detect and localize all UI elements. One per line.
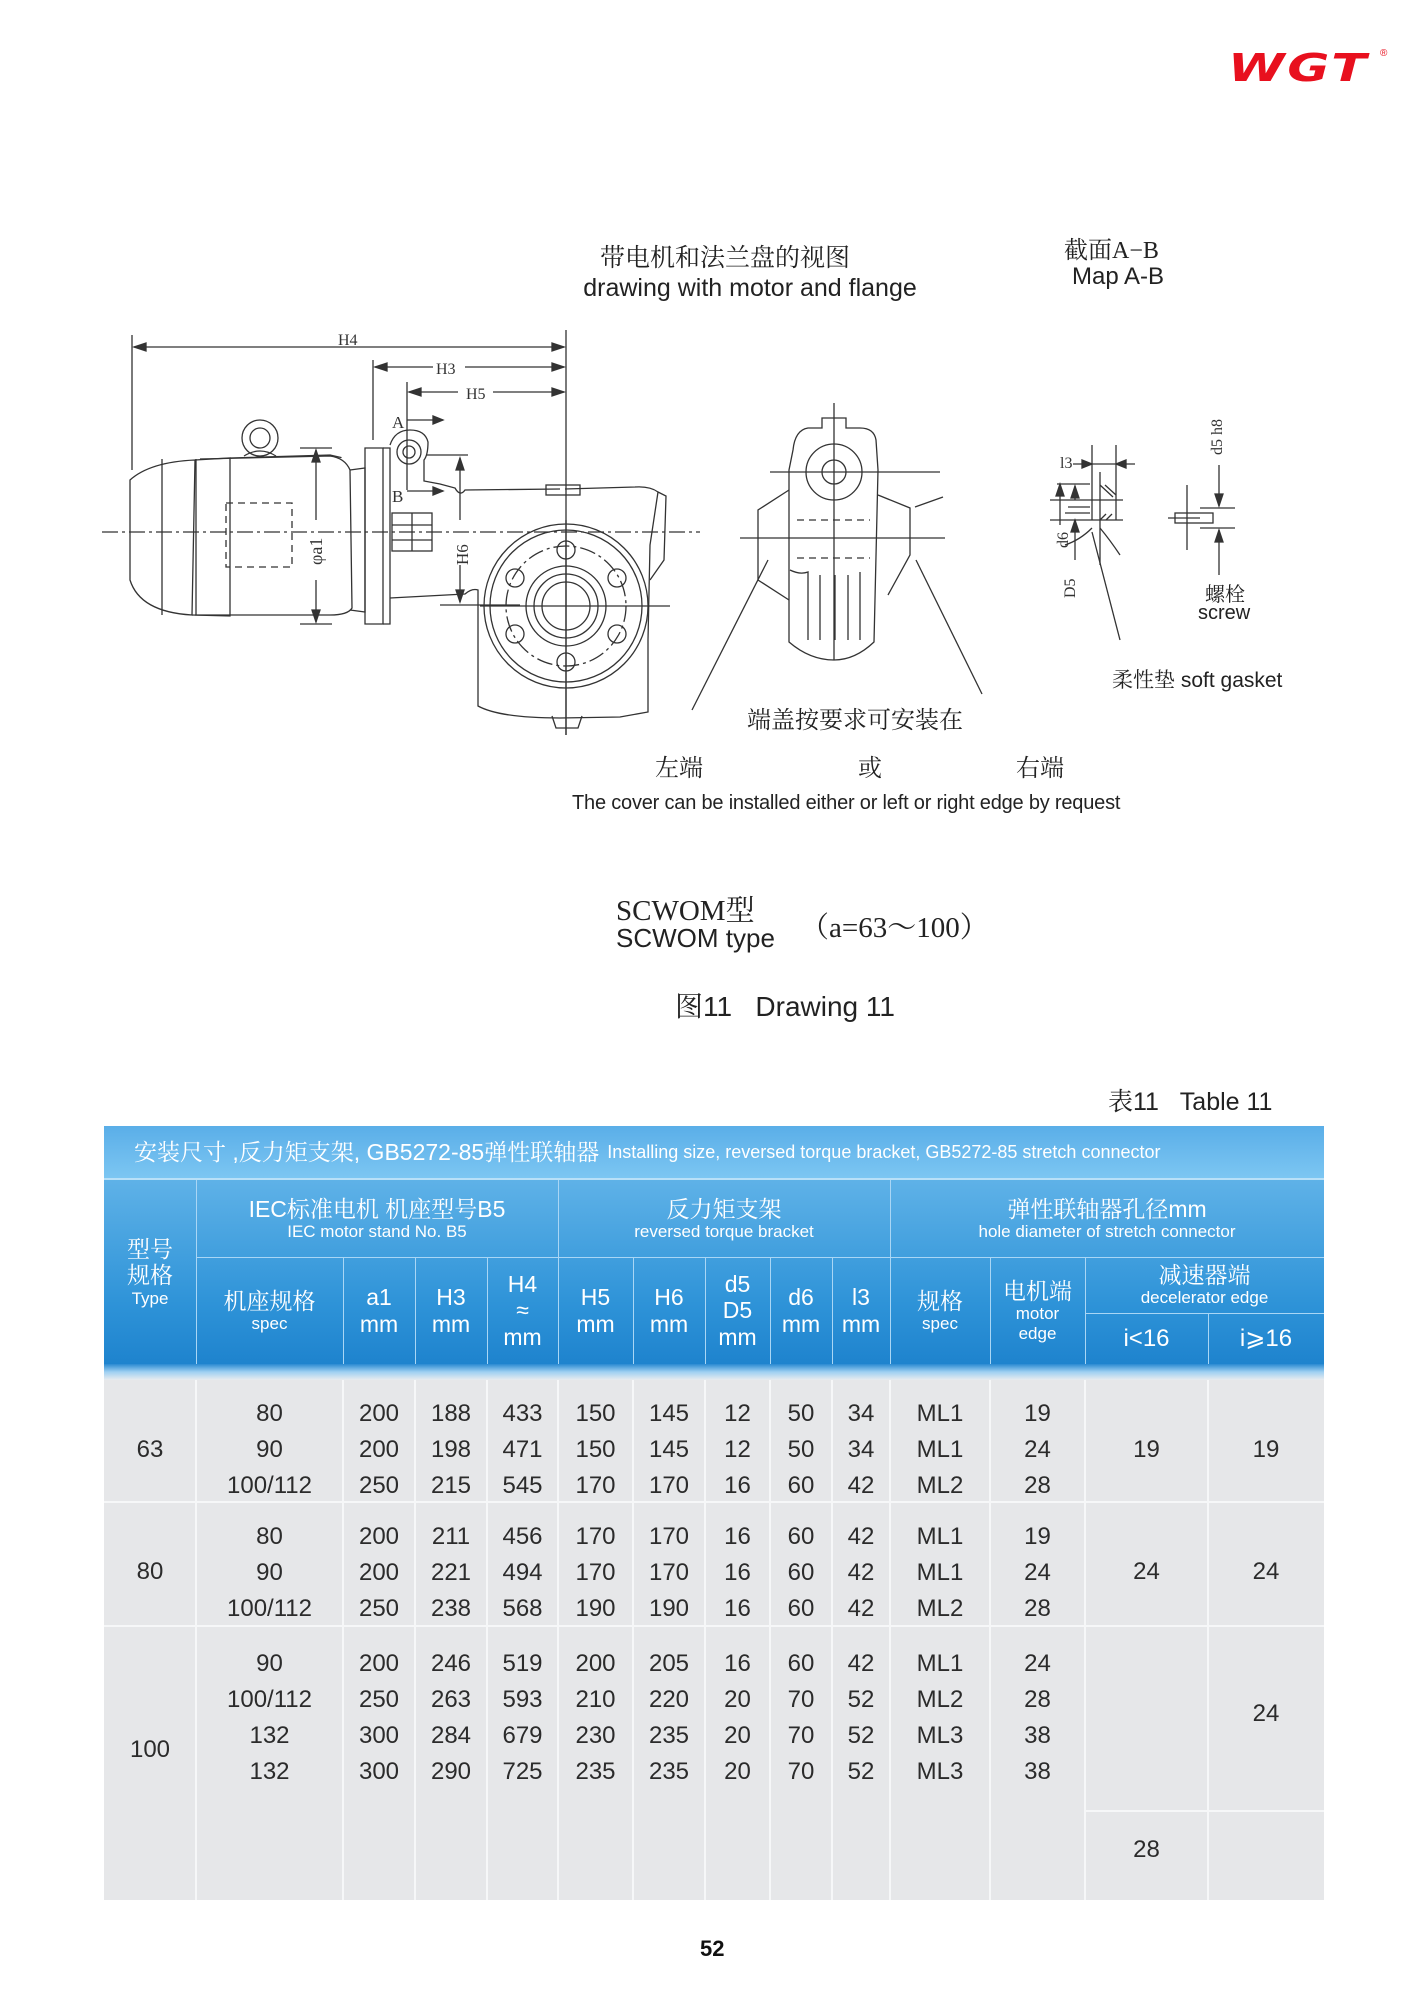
h6-cell: 170	[648, 1523, 690, 1550]
h6-cell: 145	[648, 1400, 690, 1427]
coupling-spec-cell: ML3	[916, 1758, 964, 1785]
header-l3-unit: mm	[841, 1310, 881, 1337]
i-ge-16-cell: 24	[1252, 1558, 1280, 1585]
header-type-cn1: 型号	[127, 1235, 173, 1262]
table-caption: 表11 Table 11	[1108, 1088, 1273, 1116]
i-lt-16-cell: 28	[1133, 1836, 1160, 1863]
h6-cell: 235	[648, 1758, 690, 1785]
or-label: 或	[858, 756, 882, 782]
d5-cell: 20	[724, 1758, 751, 1785]
header-spec-en: spec	[251, 1313, 288, 1333]
registered-mark: ®	[1380, 48, 1388, 59]
right-end-label: 右端	[1016, 756, 1064, 782]
header-h6-label: H6	[654, 1284, 684, 1311]
h3-cell: 284	[430, 1722, 472, 1749]
header-a1-label: a1	[366, 1284, 392, 1311]
coupling-spec-cell: ML1	[916, 1559, 964, 1586]
dim-label-d5h8: d5 h8	[1209, 419, 1226, 455]
dim-label-d6: d6	[1055, 532, 1072, 548]
header-bracket-cn: 反力矩支架	[666, 1195, 782, 1222]
section-title-en: Map A-B	[1072, 263, 1165, 290]
l3-cell: 34	[847, 1400, 875, 1427]
spec-cell: 80	[256, 1400, 283, 1427]
h5-cell: 170	[575, 1472, 616, 1499]
a1-cell: 200	[358, 1650, 400, 1677]
motor-edge-cell: 19	[1024, 1523, 1051, 1550]
motor-edge-cell: 24	[1024, 1436, 1051, 1463]
spec-cell: 132	[249, 1722, 290, 1749]
dim-label-a: A	[392, 413, 405, 432]
size-range: （a=63～100）	[800, 912, 989, 944]
coupling-spec-cell: ML2	[916, 1595, 964, 1622]
d6-cell: 60	[787, 1472, 815, 1499]
header-bracket	[558, 1180, 890, 1257]
cover-note-en: The cover can be installed either or left or right edge by request	[572, 792, 1121, 814]
header-iec-cn: IEC标准电机 机座型号B5	[248, 1195, 506, 1222]
spec-cell: 80	[256, 1523, 283, 1550]
header-h6	[633, 1257, 705, 1364]
h4-cell: 679	[502, 1722, 543, 1749]
header-h4	[487, 1257, 558, 1364]
header-motor-edge	[990, 1257, 1085, 1364]
a1-cell: 300	[358, 1758, 400, 1785]
spec-cell: 100/112	[227, 1472, 312, 1499]
table-body	[104, 1380, 1324, 1900]
type-cell: 80	[136, 1558, 164, 1585]
drawing-title-cn: 带电机和法兰盘的视图	[599, 245, 850, 272]
coupling-spec-cell: ML1	[916, 1523, 964, 1550]
h5-cell: 170	[575, 1523, 616, 1550]
header-d5-label: d5	[724, 1270, 751, 1297]
header-coupling	[890, 1180, 1324, 1257]
h5-cell: 150	[575, 1436, 616, 1463]
d5-cell: 16	[724, 1472, 751, 1499]
i-ge-16-cell: 19	[1252, 1436, 1280, 1463]
d5-cell: 16	[724, 1595, 751, 1622]
spec-cell: 132	[249, 1758, 290, 1785]
header-coupling-en: hole diameter of stretch connector	[978, 1221, 1236, 1241]
motor-edge-cell: 28	[1024, 1595, 1051, 1622]
motor-edge-cell: 24	[1024, 1559, 1051, 1586]
header-a1	[343, 1257, 415, 1364]
header-h5-unit: mm	[576, 1310, 615, 1337]
header-motor-cn: 电机端	[1003, 1277, 1072, 1304]
h3-cell: 215	[430, 1472, 472, 1499]
i-lt-16-cell: 24	[1133, 1558, 1160, 1585]
drawing-title-en: drawing with motor and flange	[583, 274, 917, 302]
table-title	[134, 1126, 1161, 1178]
header-h3-label: H3	[436, 1284, 466, 1311]
h3-cell: 211	[431, 1523, 471, 1550]
header-h4-label: H4	[507, 1270, 538, 1297]
h5-cell: 190	[575, 1595, 616, 1622]
a1-cell: 250	[358, 1472, 400, 1499]
header-d5	[705, 1257, 770, 1364]
header-motor-en1: motor	[1015, 1304, 1060, 1324]
header-coupling-spec-en: spec	[922, 1313, 958, 1333]
type-cell: 63	[136, 1436, 164, 1463]
header-d6-unit: mm	[781, 1310, 821, 1337]
i-lt-16-cell: 19	[1133, 1436, 1160, 1463]
header-h4-unit: mm	[503, 1323, 542, 1350]
screw-label-cn: 螺栓	[1205, 584, 1245, 606]
header-a1-unit: mm	[359, 1310, 399, 1337]
d5-cell: 20	[724, 1722, 751, 1749]
l3-cell: 52	[847, 1722, 875, 1749]
coupling-spec-cell: ML1	[916, 1436, 964, 1463]
d5-cell: 16	[724, 1650, 751, 1677]
motor-edge-cell: 38	[1024, 1758, 1051, 1785]
h6-cell: 190	[648, 1595, 690, 1622]
d5-cell: 16	[724, 1523, 751, 1550]
left-end-label: 左端	[655, 756, 703, 782]
cover-note-cn: 端盖按要求可安装在	[747, 708, 963, 734]
header-motor-en2: edge	[1018, 1323, 1057, 1343]
a1-cell: 200	[358, 1400, 400, 1427]
group-divider	[104, 1625, 1324, 1627]
l3-cell: 42	[847, 1523, 875, 1550]
header-coupling-spec-cn: 规格	[917, 1287, 963, 1314]
d5-cell: 20	[724, 1686, 751, 1713]
header-band	[104, 1364, 1324, 1380]
l3-cell: 52	[847, 1686, 875, 1713]
d5-cell: 12	[724, 1400, 751, 1427]
header-d6-label: d6	[788, 1284, 814, 1311]
h3-cell: 221	[430, 1559, 472, 1586]
header-h6-unit: mm	[649, 1310, 689, 1337]
motor-edge-cell: 24	[1024, 1650, 1051, 1677]
h6-cell: 170	[648, 1472, 690, 1499]
h5-cell: 150	[575, 1400, 616, 1427]
header-coupling-spec	[890, 1257, 990, 1364]
h5-cell: 235	[575, 1758, 616, 1785]
coupling-spec-cell: ML2	[916, 1686, 964, 1713]
header-type	[104, 1180, 196, 1364]
spec-cell: 90	[256, 1559, 283, 1586]
header-l3-label: l3	[852, 1284, 870, 1311]
header-spec	[196, 1257, 343, 1364]
l3-cell: 42	[847, 1559, 875, 1586]
motor-edge-cell: 19	[1024, 1400, 1051, 1427]
header-D5-label: D5	[722, 1297, 753, 1324]
l3-cell: 42	[847, 1472, 875, 1499]
technical-drawing	[0, 0, 1427, 820]
h3-cell: 246	[430, 1650, 472, 1677]
h6-cell: 205	[648, 1650, 690, 1677]
d6-cell: 70	[787, 1686, 815, 1713]
header-iec	[196, 1180, 558, 1257]
dimensions-table	[104, 1126, 1324, 1900]
l3-cell: 52	[847, 1758, 875, 1785]
a1-cell: 200	[358, 1436, 400, 1463]
l3-cell: 34	[847, 1436, 875, 1463]
h4-cell: 494	[502, 1559, 543, 1586]
gasket-label: 柔性垫 soft gasket	[1112, 669, 1283, 692]
h6-cell: 170	[648, 1559, 690, 1586]
h4-cell: 725	[502, 1758, 543, 1785]
l3-cell: 42	[847, 1650, 875, 1677]
header-spec-cn: 机座规格	[223, 1287, 316, 1314]
header-d5-unit: mm	[718, 1323, 757, 1350]
spec-cell: 90	[256, 1650, 283, 1677]
spec-cell: 100/112	[227, 1595, 312, 1622]
dim-label-D5: D5	[1062, 578, 1079, 598]
h4-cell: 568	[502, 1595, 543, 1622]
spec-cell: 90	[256, 1436, 283, 1463]
header-decel-en: decelerator edge	[1140, 1288, 1269, 1308]
header-decel-cn: 减速器端	[1158, 1262, 1251, 1288]
header-decelerator	[1085, 1257, 1324, 1313]
header-iec-en: IEC motor stand No. B5	[287, 1221, 467, 1241]
header-l3	[832, 1257, 890, 1364]
dim-label-b: B	[392, 487, 404, 506]
h4-cell: 433	[502, 1400, 543, 1427]
h6-cell: 145	[648, 1436, 690, 1463]
dim-label-h6: H6	[453, 544, 472, 565]
header-i-ge-16: i⩾16	[1239, 1325, 1293, 1353]
dim-label-h5: H5	[466, 386, 486, 403]
h4-cell: 456	[502, 1523, 543, 1550]
cell-divider	[1085, 1810, 1324, 1812]
h5-cell: 170	[575, 1559, 616, 1586]
motor-edge-cell: 38	[1024, 1722, 1051, 1749]
a1-cell: 300	[358, 1722, 400, 1749]
h4-cell: 545	[502, 1472, 543, 1499]
d6-cell: 60	[787, 1650, 815, 1677]
h5-cell: 200	[575, 1650, 616, 1677]
wgt-logo: WGT	[1228, 46, 1369, 90]
header-h5-label: H5	[580, 1284, 611, 1311]
dim-label-h3: H3	[436, 361, 456, 378]
a1-cell: 250	[358, 1686, 400, 1713]
header-h5	[558, 1257, 633, 1364]
screw-label-en: screw	[1198, 602, 1251, 624]
d6-cell: 70	[787, 1722, 815, 1749]
h6-cell: 220	[648, 1686, 690, 1713]
h3-cell: 263	[430, 1686, 472, 1713]
type-title-en: SCWOM type	[616, 923, 775, 953]
header-d6	[770, 1257, 832, 1364]
header-i-lt-16: i<16	[1123, 1325, 1170, 1353]
motor-edge-cell: 28	[1024, 1686, 1051, 1713]
h3-cell: 290	[430, 1758, 472, 1785]
page-number: 52	[700, 1936, 725, 1961]
d5-cell: 16	[724, 1559, 751, 1586]
coupling-spec-cell: ML2	[916, 1472, 964, 1499]
h3-cell: 188	[430, 1400, 472, 1427]
d6-cell: 60	[787, 1523, 815, 1550]
d6-cell: 50	[787, 1400, 815, 1427]
a1-cell: 200	[358, 1559, 400, 1586]
d6-cell: 60	[787, 1595, 815, 1622]
section-title-cn: 截面A−B	[1064, 238, 1159, 264]
coupling-spec-cell: ML1	[916, 1650, 964, 1677]
h4-cell: 471	[502, 1436, 543, 1463]
d5-cell: 12	[724, 1436, 751, 1463]
coupling-spec-cell: ML1	[916, 1400, 964, 1427]
header-bracket-en: reversed torque bracket	[634, 1221, 814, 1241]
h4-cell: 593	[502, 1686, 543, 1713]
type-cell: 100	[129, 1736, 171, 1763]
a1-cell: 200	[358, 1523, 400, 1550]
dim-label-h4: H4	[338, 332, 358, 349]
h4-cell: 519	[502, 1650, 543, 1677]
a1-cell: 250	[358, 1595, 400, 1622]
header-coupling-cn: 弹性联轴器孔径mm	[1007, 1195, 1207, 1222]
h6-cell: 235	[648, 1722, 690, 1749]
type-title-cn: SCWOM型	[616, 895, 755, 927]
d6-cell: 50	[787, 1436, 815, 1463]
coupling-spec-cell: ML3	[916, 1722, 964, 1749]
dim-label-phi-a1: φa1	[306, 537, 326, 565]
figure-caption: 图11 Drawing 11	[675, 991, 895, 1022]
table-title-en: Installing size, reversed torque bracket, GB5272-85 stretch connector	[607, 1141, 1161, 1162]
d6-cell: 60	[787, 1559, 815, 1586]
header-h3	[415, 1257, 487, 1364]
h5-cell: 210	[575, 1686, 616, 1713]
header-type-cn2: 规格	[127, 1262, 173, 1289]
d6-cell: 70	[787, 1758, 815, 1785]
h3-cell: 238	[430, 1595, 472, 1622]
group-divider	[104, 1501, 1324, 1503]
header-h4-approx: ≈	[516, 1297, 529, 1324]
h3-cell: 198	[430, 1436, 472, 1463]
header-type-en: Type	[131, 1288, 169, 1308]
table-title-cn: 安装尺寸 ,反力矩支架, GB5272-85弹性联轴器	[134, 1138, 600, 1165]
l3-cell: 42	[847, 1595, 875, 1622]
spec-cell: 100/112	[227, 1686, 312, 1713]
i-ge-16-cell: 24	[1252, 1700, 1280, 1727]
header-h3-unit: mm	[431, 1310, 471, 1337]
h5-cell: 230	[575, 1722, 616, 1749]
motor-edge-cell: 28	[1024, 1472, 1051, 1499]
dim-label-l3: l3	[1060, 455, 1073, 472]
